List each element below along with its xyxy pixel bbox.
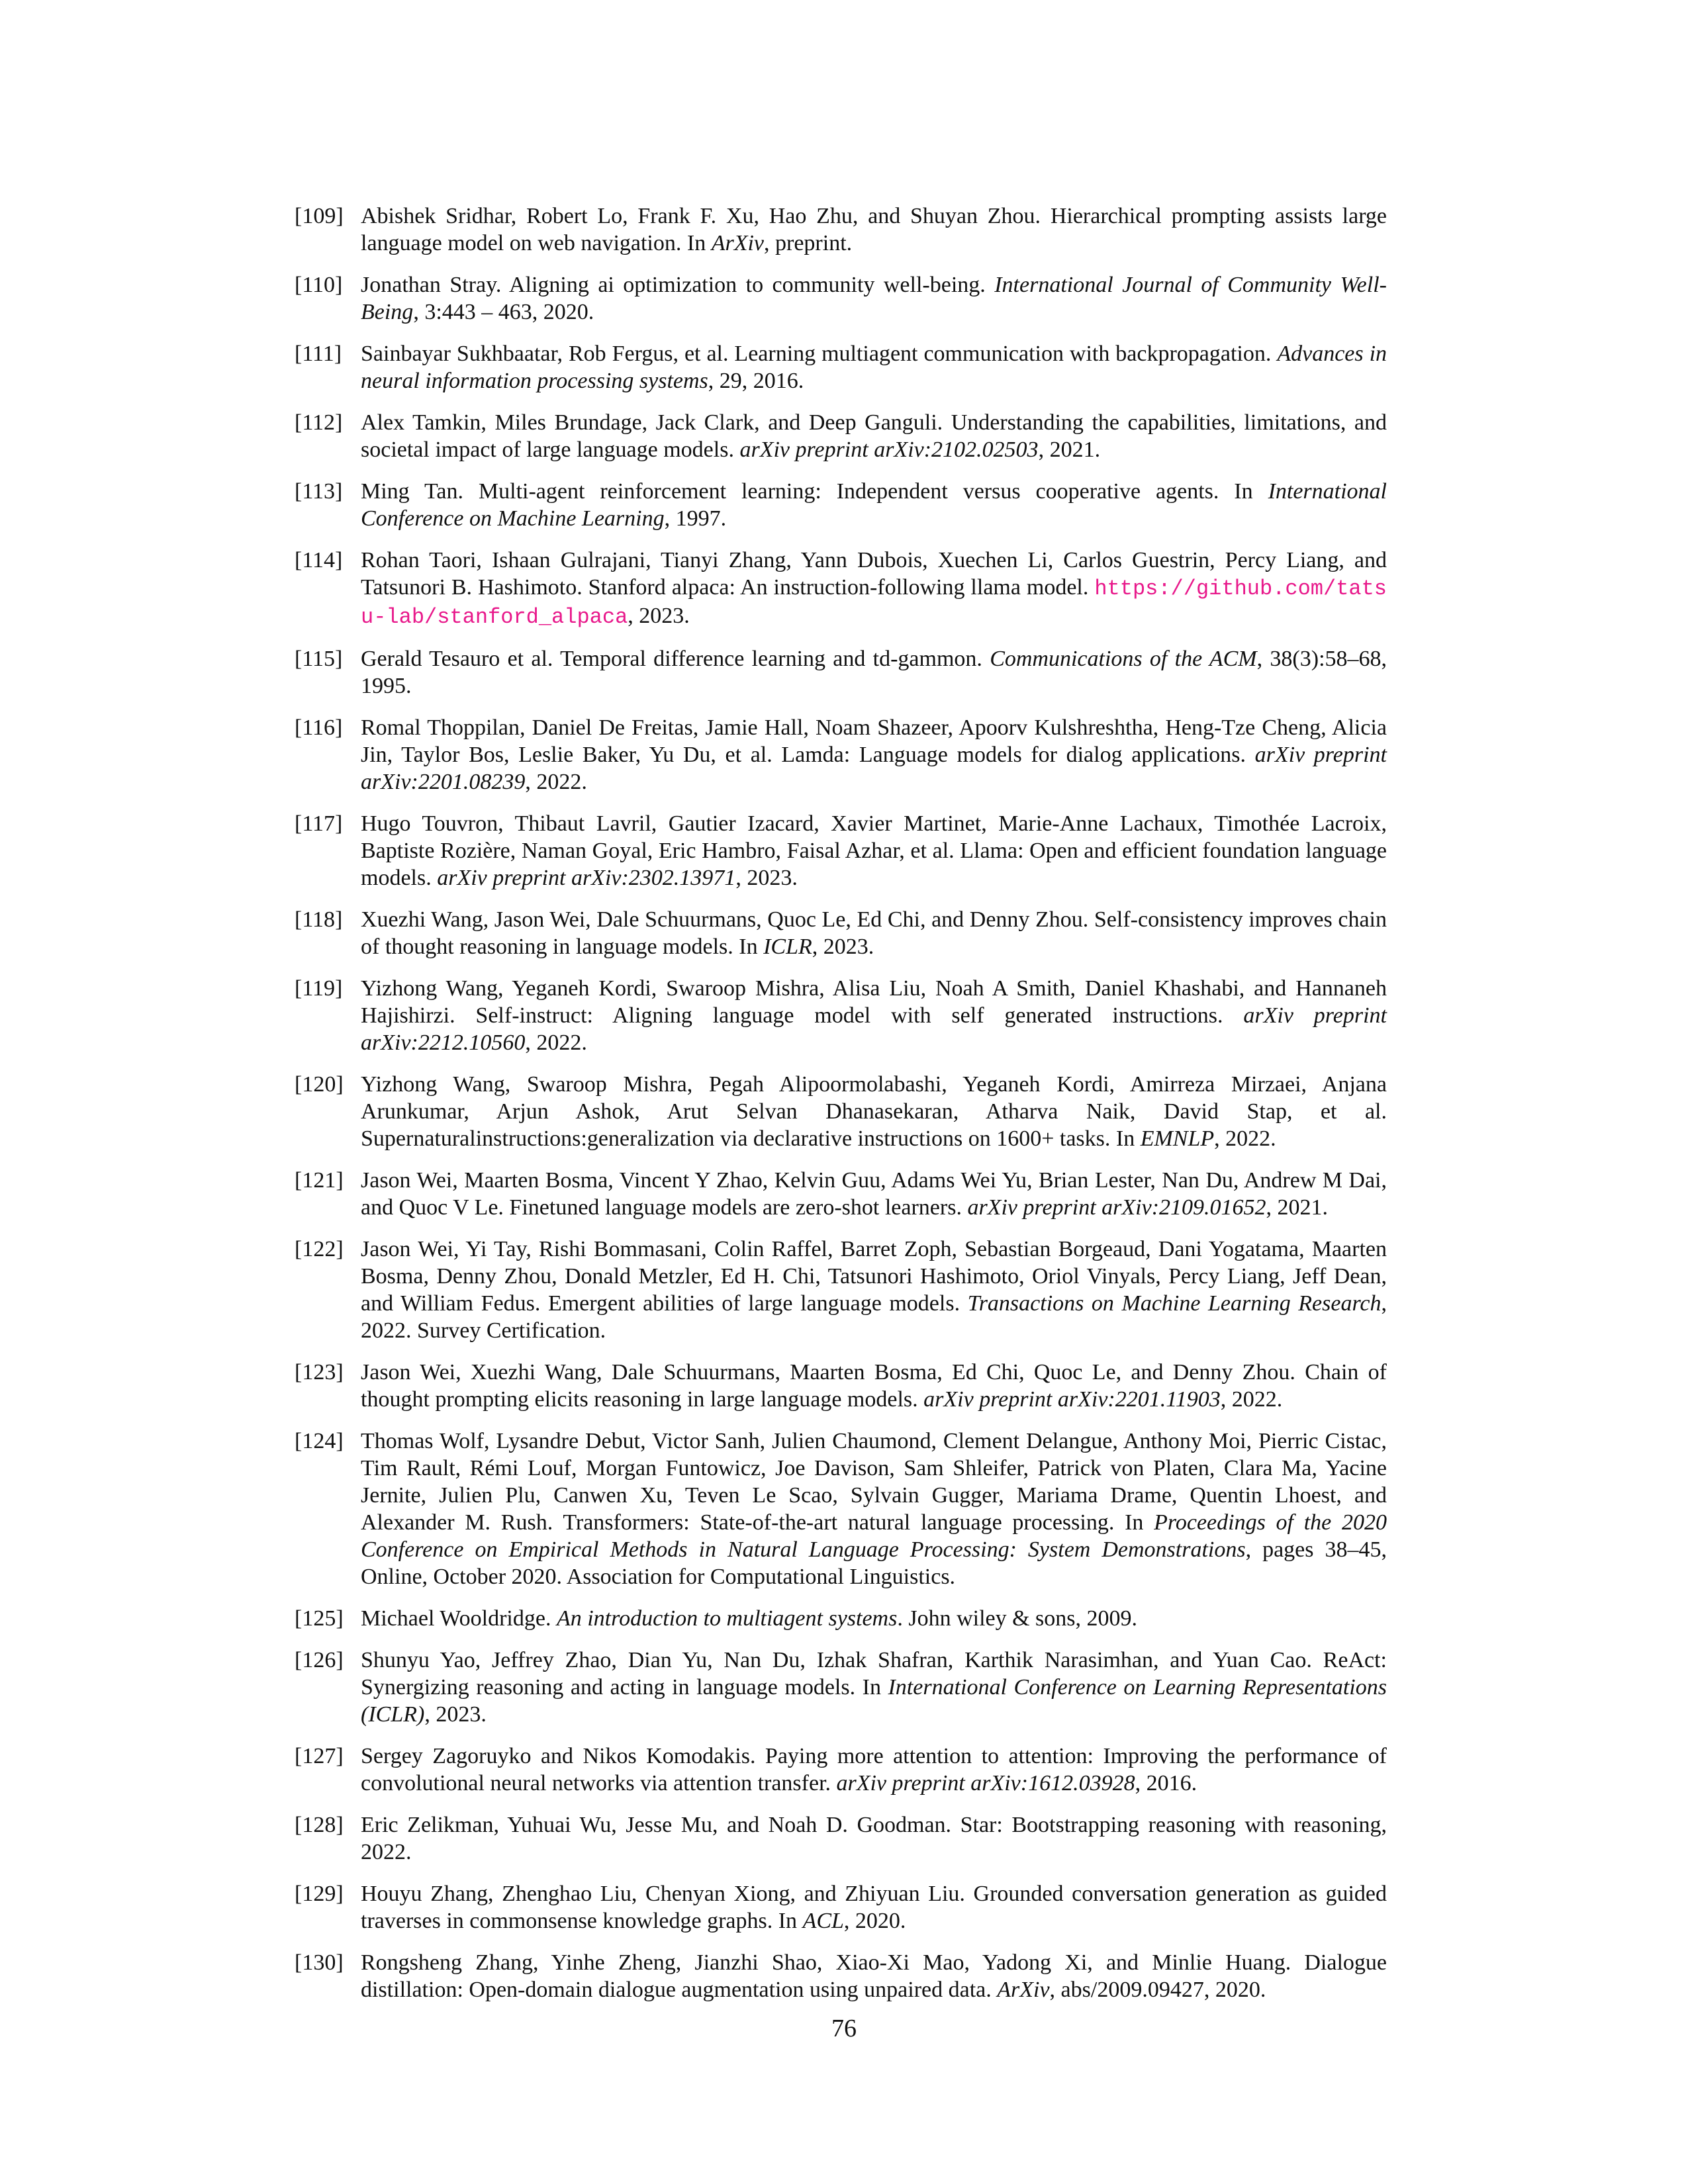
reference-item	[295, 1647, 1387, 1728]
reference-text	[361, 976, 1387, 1055]
reference-text	[361, 204, 1387, 255]
reference-item	[295, 906, 1387, 960]
reference-number: [112]	[295, 410, 343, 435]
reference-segment: Ming Tan. Multi-agent reinforcement learning: Independent versus cooperative agents. In	[361, 479, 1268, 504]
reference-segment: Alex Tamkin, Miles Brundage, Jack Clark, and Deep Ganguli. Understanding the capabilities, limitations, and societal impact of large language models.	[361, 410, 1387, 462]
reference-number: [116]	[295, 715, 343, 740]
reference-venue: Advances in neural information processing systems	[361, 341, 1387, 393]
reference-number: [126]	[295, 1648, 344, 1672]
reference-segment: Hugo Touvron, Thibaut Lavril, Gautier Izacard, Xavier Martinet, Marie-Anne Lachaux, Timothée Lacroix, Baptiste Rozière, Naman Goyal, Eric Hambro, Faisal Azhar, et al. Llama: Open and efficient foundation language models.	[361, 811, 1387, 890]
reference-venue: arXiv preprint arXiv:2201.11903	[923, 1387, 1221, 1412]
reference-segment: Houyu Zhang, Zhenghao Liu, Chenyan Xiong, and Zhiyuan Liu. Grounded conversation generation as guided traverses in commonsense knowledge graphs. In	[361, 1882, 1387, 1933]
reference-number: [120]	[295, 1072, 344, 1097]
reference-segment: Sergey Zagoruyko and Nikos Komodakis. Paying more attention to attention: Improving the performance of convolutional neural networks via attention transfer.	[361, 1744, 1387, 1796]
reference-segment: Thomas Wolf, Lysandre Debut, Victor Sanh, Julien Chaumond, Clement Delangue, Anthony Moi, Pierric Cistac, Tim Rault, Rémi Louf, Morgan Funtowicz, Joe Davison, Sam Shleifer, Patrick von Platen, Clara Ma, Yacine Jernite, Julien Plu, Canwen Xu, Teven Le Scao, Sylvain Gugger, Mariama Drame, Quentin Lhoest, and Alexander M. Rush. Transformers: State-of-the-art natural language processing. In	[361, 1429, 1387, 1535]
reference-segment: Rohan Taori, Ishaan Gulrajani, Tianyi Zhang, Yann Dubois, Xuechen Li, Carlos Guestrin, Percy Liang, and Tatsunori B. Hashimoto. Stanford alpaca: An instruction-following llama model.	[361, 548, 1387, 600]
reference-segment: , 2023.	[628, 604, 690, 628]
reference-venue: Proceedings of the 2020 Conference on Empirical Methods in Natural Language Processing: System Demonstrations	[361, 1510, 1387, 1562]
reference-venue: ArXiv	[711, 231, 765, 255]
reference-text	[361, 907, 1387, 959]
reference-text	[361, 715, 1387, 794]
reference-url-link[interactable]: https://github.com/tatsu-lab/stanford_alpaca	[361, 576, 1387, 629]
reference-number: [121]	[295, 1168, 344, 1193]
reference-text	[361, 647, 1387, 698]
reference-list	[295, 203, 1387, 2018]
reference-segment: , 38(3):58–68, 1995.	[361, 647, 1387, 698]
reference-text	[361, 479, 1387, 531]
reference-item	[295, 810, 1387, 891]
reference-venue: EMNLP	[1140, 1126, 1215, 1151]
reference-venue: arXiv preprint arXiv:2201.08239	[361, 743, 1387, 794]
reference-venue: Transactions on Machine Learning Research	[967, 1291, 1382, 1316]
reference-text	[361, 273, 1387, 324]
reference-segment: , 2020.	[843, 1909, 906, 1933]
reference-text	[361, 1813, 1387, 1864]
reference-item	[295, 409, 1387, 463]
reference-item	[295, 975, 1387, 1056]
page-number: 76	[831, 2015, 857, 2042]
reference-segment: Yizhong Wang, Swaroop Mishra, Pegah Alipoormolabashi, Yeganeh Kordi, Amirreza Mirzaei, Anjana Arunkumar, Arjun Ashok, Arut Selvan Dhanasekaran, Atharva Naik, David Stap, et al. Supernaturalinstructions:generalization via declarative instructions on 1600+ tasks. In	[361, 1072, 1387, 1151]
reference-segment: , 1997.	[664, 506, 727, 531]
reference-text	[361, 341, 1387, 393]
reference-item	[295, 340, 1387, 394]
reference-text	[361, 1429, 1387, 1589]
reference-venue: ACL	[802, 1909, 844, 1933]
reference-number: [119]	[295, 976, 343, 1001]
reference-number: [130]	[295, 1950, 344, 1975]
reference-segment: Yizhong Wang, Yeganeh Kordi, Swaroop Mishra, Alisa Liu, Noah A Smith, Daniel Khashabi, and Hannaneh Hajishirzi. Self-instruct: Aligning language model with self generated instructions.	[361, 976, 1387, 1028]
reference-venue: International Conference on Machine Learning	[361, 479, 1387, 531]
reference-text	[361, 1360, 1387, 1412]
reference-segment: Jason Wei, Maarten Bosma, Vincent Y Zhao, Kelvin Guu, Adams Wei Yu, Brian Lester, Nan Du, Andrew M Dai, and Quoc V Le. Finetuned language models are zero-shot learners.	[361, 1168, 1387, 1220]
reference-segment: Shunyu Yao, Jeffrey Zhao, Dian Yu, Nan Du, Izhak Shafran, Karthik Narasimhan, and Yuan Cao. ReAct: Synergizing reasoning and acting in language models. In	[361, 1648, 1387, 1700]
reference-segment: Michael Wooldridge.	[361, 1606, 557, 1631]
reference-segment: , 2021.	[1266, 1195, 1329, 1220]
reference-number: [115]	[295, 647, 343, 671]
reference-segment: Jonathan Stray. Aligning ai optimization to community well-being.	[361, 273, 995, 297]
reference-item	[295, 1167, 1387, 1221]
reference-segment: , 2022.	[525, 770, 587, 794]
reference-segment: Romal Thoppilan, Daniel De Freitas, Jamie Hall, Noam Shazeer, Apoorv Kulshreshtha, Heng-Tze Cheng, Alicia Jin, Taylor Bos, Leslie Baker, Yu Du, et al. Lamda: Language models for dialog applications.	[361, 715, 1387, 767]
reference-segment: , pages 38–45, Online, October 2020. Association for Computational Linguistics.	[361, 1537, 1387, 1589]
reference-segment: Eric Zelikman, Yuhuai Wu, Jesse Mu, and Noah D. Goodman. Star: Bootstrapping reasoning with reasoning, 2022.	[361, 1813, 1387, 1864]
reference-text	[361, 410, 1387, 462]
reference-number: [117]	[295, 811, 343, 836]
reference-text	[361, 1882, 1387, 1933]
reference-text	[361, 811, 1387, 890]
reference-item	[295, 645, 1387, 700]
reference-item	[295, 547, 1387, 631]
reference-text	[361, 1237, 1387, 1343]
reference-text	[361, 1072, 1387, 1151]
reference-segment: , 2022.	[1214, 1126, 1276, 1151]
reference-venue: International Conference on Learning Representations (ICLR)	[361, 1675, 1387, 1727]
reference-number: [114]	[295, 548, 343, 572]
reference-item	[295, 714, 1387, 796]
reference-venue: ICLR	[763, 934, 812, 959]
reference-text	[361, 1950, 1387, 2002]
reference-venue: arXiv preprint arXiv:1612.03928	[836, 1771, 1135, 1796]
reference-item	[295, 1880, 1387, 1934]
reference-segment: , 3:443 – 463, 2020.	[413, 300, 594, 324]
reference-number: [118]	[295, 907, 343, 932]
reference-item	[295, 1428, 1387, 1590]
reference-venue: arXiv preprint arXiv:2109.01652	[967, 1195, 1266, 1220]
reference-segment: , preprint.	[764, 231, 853, 255]
reference-number: [124]	[295, 1429, 344, 1453]
reference-segment: , 2022.	[525, 1030, 587, 1055]
reference-number: [111]	[295, 341, 342, 366]
reference-text	[361, 1648, 1387, 1727]
reference-segment: , 29, 2016.	[708, 369, 804, 393]
reference-segment: , 2016.	[1135, 1771, 1197, 1796]
reference-segment: , 2023.	[424, 1702, 487, 1727]
reference-segment: Abishek Sridhar, Robert Lo, Frank F. Xu, Hao Zhu, and Shuyan Zhou. Hierarchical prompting assists large language model on web navigation. In	[361, 204, 1387, 255]
reference-venue: arXiv preprint arXiv:2302.13971	[437, 866, 736, 890]
reference-item	[295, 1071, 1387, 1152]
reference-venue: An introduction to multiagent systems	[556, 1606, 898, 1631]
reference-segment: , 2021.	[1038, 437, 1101, 462]
reference-item	[295, 1359, 1387, 1413]
reference-venue: arXiv preprint arXiv:2102.02503	[739, 437, 1039, 462]
reference-segment: , 2023.	[812, 934, 874, 959]
reference-number: [129]	[295, 1882, 344, 1906]
reference-segment: Rongsheng Zhang, Yinhe Zheng, Jianzhi Shao, Xiao-Xi Mao, Yadong Xi, and Minlie Huang. Dialogue distillation: Open-domain dialogue augmentation using unpaired data.	[361, 1950, 1387, 2002]
reference-item	[295, 271, 1387, 326]
reference-venue: International Journal of Community Well-Being	[361, 273, 1387, 324]
reference-segment: Jason Wei, Xuezhi Wang, Dale Schuurmans, Maarten Bosma, Ed Chi, Quoc Le, and Denny Zhou. Chain of thought prompting elicits reasoning in large language models.	[361, 1360, 1387, 1412]
reference-segment: Jason Wei, Yi Tay, Rishi Bommasani, Colin Raffel, Barret Zoph, Sebastian Borgeaud, Dani Yogatama, Maarten Bosma, Denny Zhou, Donald Metzler, Ed H. Chi, Tatsunori Hashimoto, Oriol Vinyals, Percy Liang, Jeff Dean, and William Fedus. Emergent abilities of large language models.	[361, 1237, 1387, 1316]
reference-item	[295, 203, 1387, 257]
reference-number: [113]	[295, 479, 343, 504]
reference-number: [123]	[295, 1360, 344, 1385]
reference-segment: Gerald Tesauro et al. Temporal difference learning and td-gammon.	[361, 647, 990, 671]
reference-segment: Sainbayar Sukhbaatar, Rob Fergus, et al. Learning multiagent communication with backpropagation.	[361, 341, 1278, 366]
reference-number: [122]	[295, 1237, 344, 1261]
reference-number: [127]	[295, 1744, 344, 1768]
reference-venue: ArXiv	[997, 1978, 1050, 2002]
reference-item	[295, 1605, 1387, 1632]
reference-segment: , 2023.	[735, 866, 798, 890]
reference-item	[295, 1236, 1387, 1344]
reference-venue: arXiv preprint arXiv:2212.10560	[361, 1003, 1387, 1055]
reference-text	[361, 1744, 1387, 1796]
reference-number: [128]	[295, 1813, 344, 1837]
reference-segment: Xuezhi Wang, Jason Wei, Dale Schuurmans, Quoc Le, Ed Chi, and Denny Zhou. Self-consistency improves chain of thought reasoning in language models. In	[361, 907, 1387, 959]
reference-number: [125]	[295, 1606, 344, 1631]
reference-segment: . John wiley & sons, 2009.	[897, 1606, 1138, 1631]
reference-number: [109]	[295, 204, 344, 228]
reference-segment: , 2022.	[1220, 1387, 1283, 1412]
reference-text	[361, 548, 1387, 628]
reference-text	[361, 1168, 1387, 1220]
reference-item	[295, 1949, 1387, 2003]
reference-segment: , abs/2009.09427, 2020.	[1049, 1978, 1266, 2002]
reference-item	[295, 478, 1387, 532]
reference-item	[295, 1811, 1387, 1866]
reference-item	[295, 1743, 1387, 1797]
reference-text	[361, 1606, 1137, 1631]
reference-number: [110]	[295, 273, 343, 297]
reference-segment: , 2022. Survey Certification.	[361, 1291, 1387, 1343]
reference-venue: Communications of the ACM	[990, 647, 1257, 671]
